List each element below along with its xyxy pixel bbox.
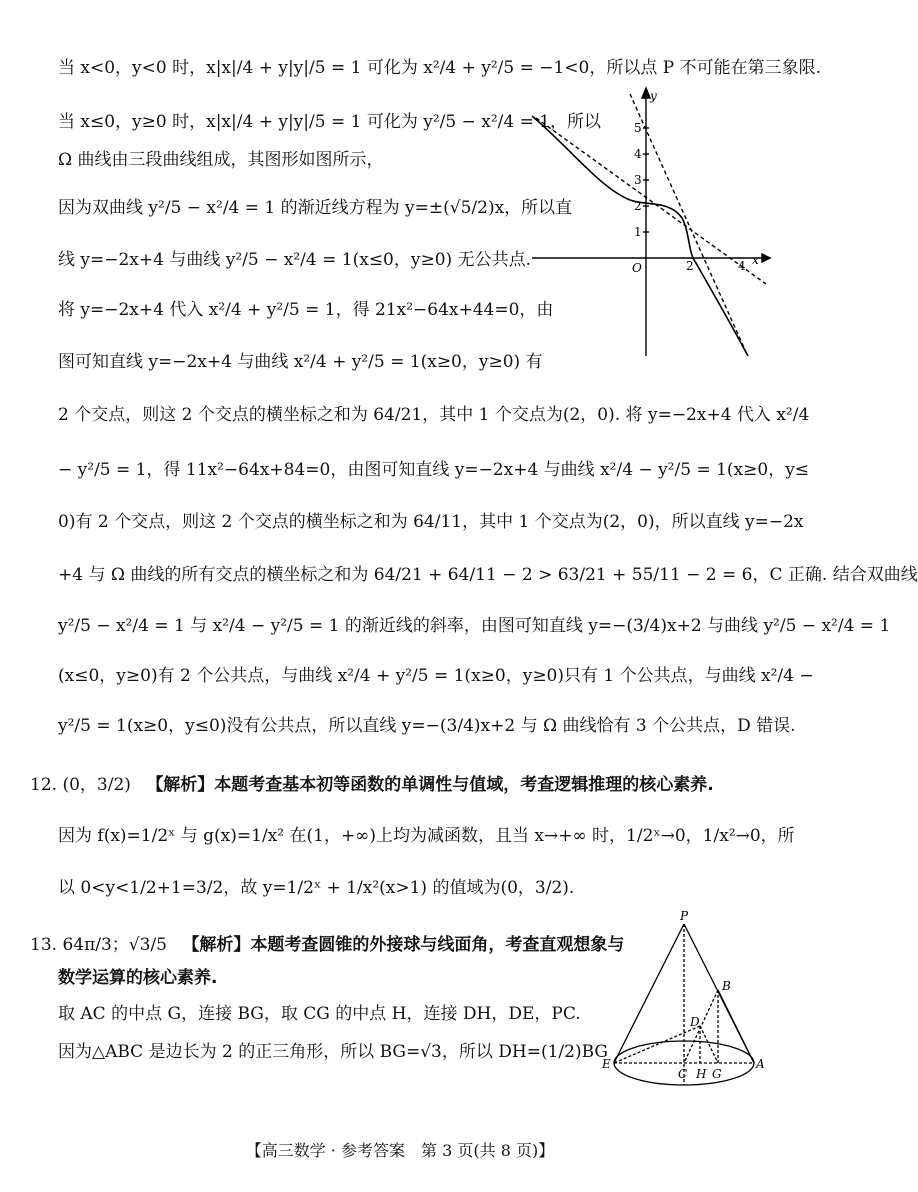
label-c: C xyxy=(678,1067,688,1081)
q13-answer: 64π/3；√3/5 xyxy=(62,935,167,955)
x-tick-4: 4 xyxy=(738,259,746,273)
label-a: A xyxy=(756,1057,765,1071)
segment-dg xyxy=(700,1026,718,1063)
y-tick-1: 1 xyxy=(634,225,642,239)
y-axis-arrow xyxy=(642,88,650,98)
text-line-8: 2 个交点，则这 2 个交点的横坐标之和为 64/21，其中 1 个交点为(2，0). 将 y=−2x+4 代入 x²/4 xyxy=(58,405,810,425)
text-line-6: 将 y=−2x+4 代入 x²/4 + y²/5 = 1，得 21x²−64x+44=0，由 xyxy=(58,300,554,320)
q12-analysis-tag: 【解析】本题考查基本初等函数的单调性与值域，考查逻辑推理的核心素养. xyxy=(146,775,714,795)
label-e: E xyxy=(602,1057,611,1071)
x-axis-arrow xyxy=(762,254,770,262)
text-line-1: 当 x<0，y<0 时，x|x|/4 + y|y|/5 = 1 可化为 x²/4 + y²/5 = −1<0，所以点 P 不可能在第三象限. xyxy=(58,58,822,78)
y-tick-2: 2 xyxy=(634,199,642,213)
x-tick-2: 2 xyxy=(686,259,694,273)
label-b: B xyxy=(722,979,731,993)
dashed-line-shallow xyxy=(536,118,766,284)
x-axis-label: x xyxy=(752,253,759,267)
q12-line-1: 因为 f(x)=1/2ˣ 与 g(x)=1/x² 在(1，+∞)上均为减函数，且当 x→+∞ 时，1/2ˣ→0，1/x²→0，所 xyxy=(58,826,795,846)
page-footer: 【高三数学 · 参考答案 第 3 页(共 8 页)】 xyxy=(245,1141,555,1160)
label-g: G xyxy=(712,1067,722,1081)
text-line-12: y²/5 − x²/4 = 1 与 x²/4 − y²/5 = 1 的渐近线的斜率，由图可知直线 y=−(3/4)x+2 与曲线 y²/5 − x²/4 = 1 xyxy=(58,616,891,636)
q13-number-text: 13. xyxy=(30,935,58,955)
text-line-14: y²/5 = 1(x≥0，y≤0)没有公共点，所以直线 y=−(3/4)x+2 与 Ω 曲线恰有 3 个公共点，D 错误. xyxy=(58,716,796,736)
text-line-9: − y²/5 = 1，得 11x²−64x+84=0，由图可知直线 y=−2x+4 与曲线 x²/4 − y²/5 = 1(x≥0，y≤ xyxy=(58,460,810,480)
text-line-13: (x≤0，y≥0)有 2 个公共点，与曲线 x²/4 + y²/5 = 1(x≥0，y≥0)只有 1 个公共点，与曲线 x²/4 − xyxy=(58,666,814,686)
segment-ba xyxy=(718,990,754,1063)
label-h: H xyxy=(696,1067,707,1081)
q13-analysis-tag: 【解析】本题考查圆锥的外接球与线面角，考查直观想象与 xyxy=(182,935,625,955)
y-axis-label: y xyxy=(650,89,657,103)
omega-curve-graph xyxy=(530,88,770,358)
cone-edge-left xyxy=(614,924,684,1063)
label-p: P xyxy=(680,909,689,923)
q12-line-2: 以 0<y<1/2+1=3/2，故 y=1/2ˣ + 1/x²(x>1) 的值域为(0，3/2). xyxy=(58,878,575,898)
y-tick-4: 4 xyxy=(634,147,642,161)
label-d: D xyxy=(690,1015,700,1029)
text-line-11: +4 与 Ω 曲线的所有交点的横坐标之和为 64/21 + 64/11 − 2 > 63/21 + 55/11 − 2 = 6，C 正确. 结合双曲线 xyxy=(58,565,918,585)
dashed-line-steep xyxy=(630,94,746,352)
q12-answer: (0，3/2) xyxy=(62,775,131,795)
q13-number xyxy=(30,930,624,955)
text-line-10: 0)有 2 个交点，则这 2 个交点的横坐标之和为 64/11，其中 1 个交点为(2，0)，所以直线 y=−2x xyxy=(58,512,804,532)
q12-number xyxy=(30,770,714,795)
text-line-5: 线 y=−2x+4 与曲线 y²/5 − x²/4 = 1(x≤0，y≥0) 无公共点. xyxy=(58,250,531,270)
y-tick-3: 3 xyxy=(634,173,642,187)
text-line-4: 因为双曲线 y²/5 − x²/4 = 1 的渐近线方程为 y=±(√5/2)x，所以直 xyxy=(58,198,573,218)
q13-line-1: 取 AC 的中点 G，连接 BG，取 CG 的中点 H，连接 DH，DE，PC. xyxy=(58,1004,581,1024)
text-line-2: 当 x≤0，y≥0 时，x|x|/4 + y|y|/5 = 1 可化为 y²/5 − x²/4 = 1，所以 xyxy=(58,112,602,132)
q12-number-text: 12. xyxy=(30,775,58,795)
q13-line-2: 因为△ABC 是边长为 2 的正三角形，所以 BG=√3，所以 DH=(1/2)BG xyxy=(58,1042,608,1062)
segment-de xyxy=(614,1026,700,1063)
text-line-3: Ω 曲线由三段曲线组成，其图形如图所示， xyxy=(58,150,384,170)
y-tick-5: 5 xyxy=(634,121,642,135)
cone-diagram xyxy=(600,910,770,1100)
origin-label: O xyxy=(632,261,642,275)
q13-tag-line-2: 数学运算的核心素养. xyxy=(58,968,218,988)
text-line-7: 图可知直线 y=−2x+4 与曲线 x²/4 + y²/5 = 1(x≥0，y≥0) 有 xyxy=(58,352,543,372)
